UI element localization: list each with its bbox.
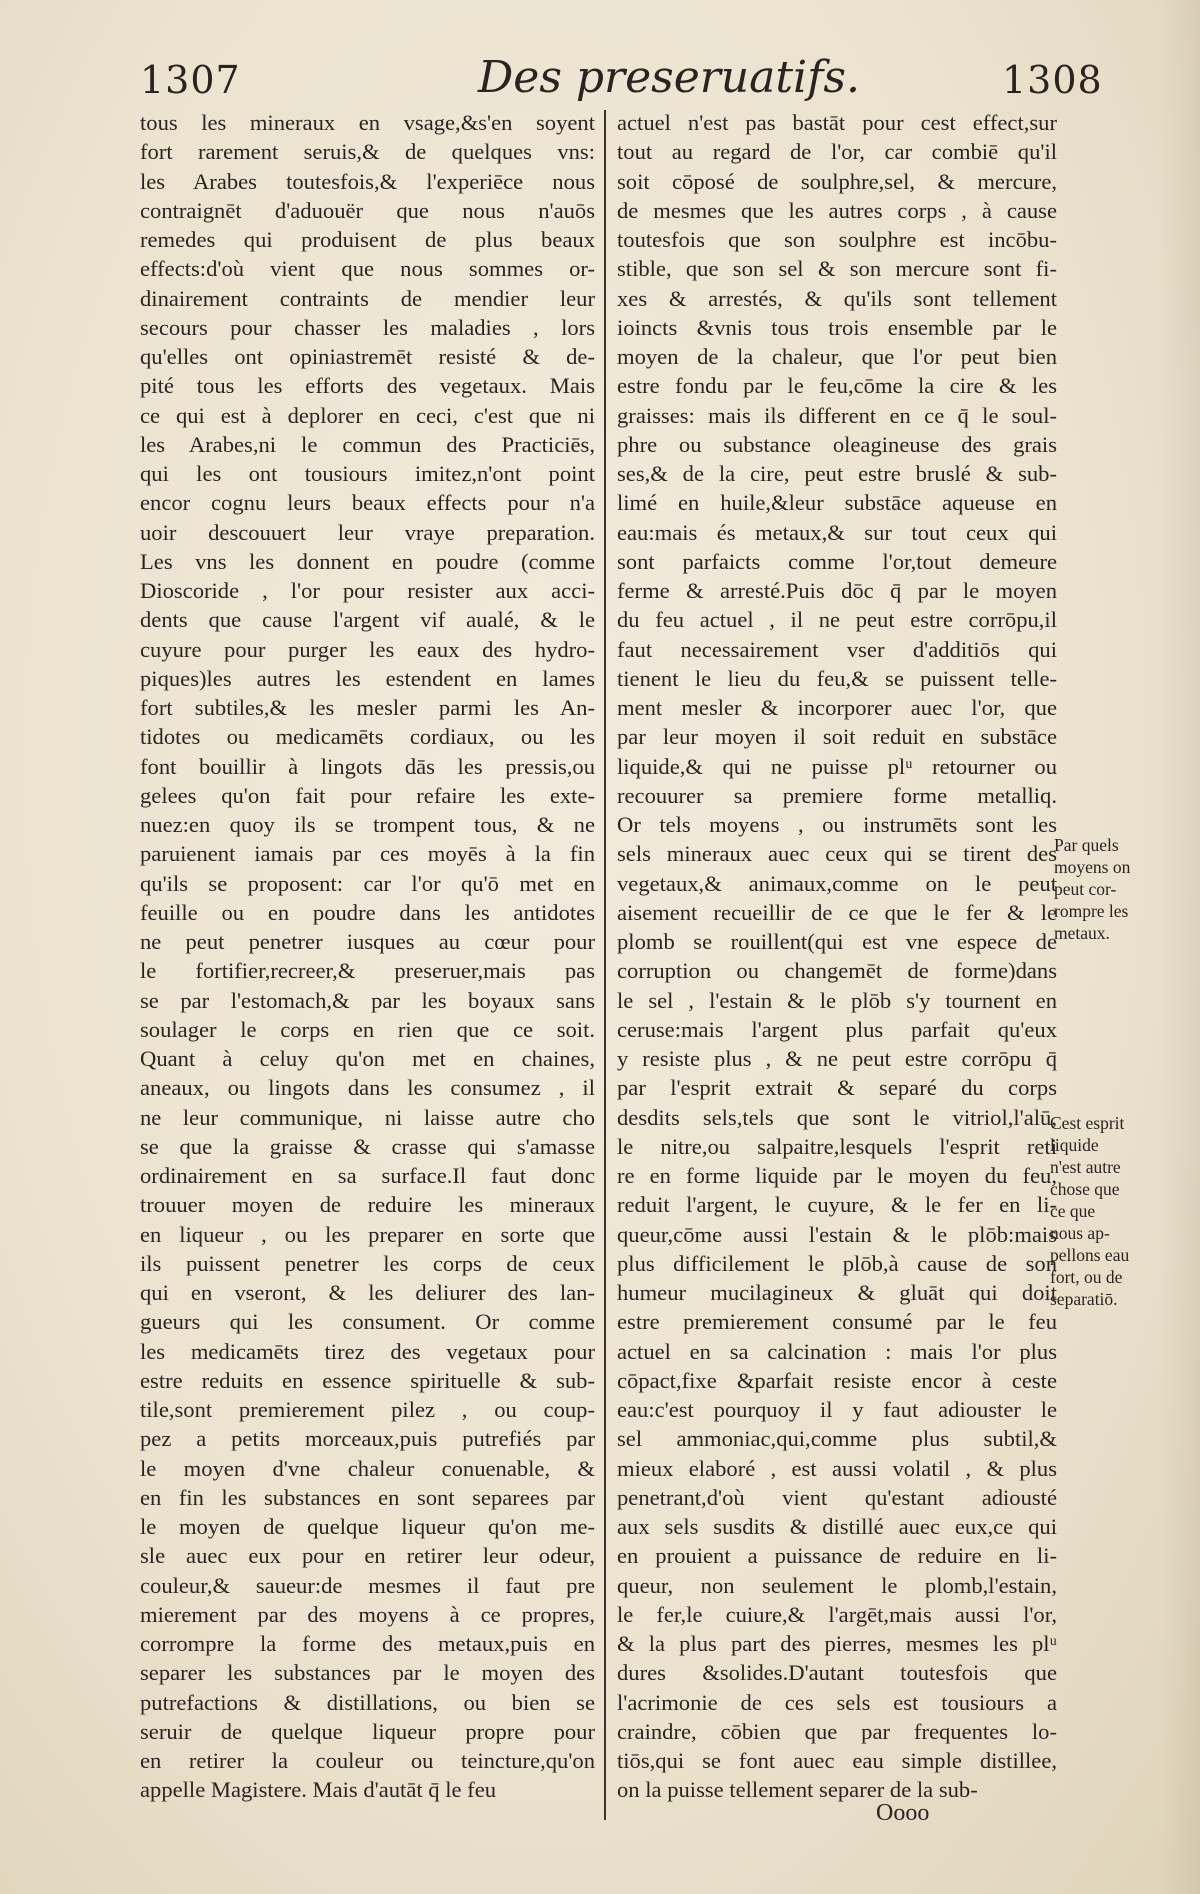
- margin-note-line: n'est autre: [1050, 1157, 1121, 1177]
- text-line: remedes qui produisent de plus beaux: [140, 227, 595, 252]
- text-line: liquide,& qui ne puisse plᵘ retourner ou: [617, 753, 1057, 779]
- text-line: tout au regard de l'or, car combiē qu'il: [617, 139, 1057, 165]
- margin-note-line: Par quels: [1054, 835, 1119, 855]
- text-line: en retirer la couleur ou teincture,qu'on: [140, 1748, 595, 1773]
- text-line: pez a petits morceaux,puis putrefiés par: [140, 1426, 595, 1452]
- text-line: eau:c'est pourquoy il y faut adiouster le: [617, 1397, 1057, 1422]
- text-line: qu'elles ont opiniastremēt resisté & de-: [140, 344, 595, 369]
- text-line: & la plus part des pierres, mesmes les plᵘ: [617, 1631, 1057, 1656]
- text-line: les Arabes toutesfois,& l'experiēce nous: [140, 168, 595, 194]
- text-line: ordinairement en sa surface.Il faut donc: [140, 1163, 595, 1188]
- text-line: piques)les autres les estendent en lames: [140, 665, 595, 691]
- text-line: sels mineraux auec ceux qui se tirent des: [617, 841, 1057, 867]
- text-line: aux sels susdits & distillé auec eux,ce qui: [617, 1514, 1057, 1539]
- text-line: font bouillir à lingots dās les pressis,ou: [140, 753, 595, 779]
- text-line: penetrant,d'où vient qu'estant adiousté: [617, 1484, 1057, 1510]
- text-line: uoir descouuert leur vraye preparation.: [140, 519, 595, 545]
- text-line: re en forme liquide par le moyen du feu,: [617, 1163, 1057, 1188]
- text-line: ferme & arresté.Puis dōc q̄ par le moyen: [617, 578, 1057, 603]
- text-line: ne leur communique, ni laisse autre cho: [140, 1104, 595, 1130]
- text-line: aneaux, ou lingots dans les consumez , il: [140, 1075, 595, 1101]
- text-line: toutesfois que son soulphre est incōbu-: [617, 227, 1057, 252]
- text-line: dures &solides.D'autant toutesfois que: [617, 1660, 1057, 1686]
- text-line: le nitre,ou salpaitre,lesquels l'esprit reti: [617, 1133, 1057, 1159]
- text-line: sle auec eux pour en retirer leur odeur,: [140, 1543, 595, 1569]
- text-line: en prouient a puissance de reduire en li-: [617, 1543, 1057, 1569]
- text-line: ne peut penetrer iusques au cœur pour: [140, 929, 595, 954]
- text-line: feuille ou en poudre dans les antidotes: [140, 899, 595, 925]
- text-line: ils puissent penetrer les corps de ceux: [140, 1250, 595, 1276]
- text-line: aisement recueillir de ce que le fer & le: [617, 899, 1057, 925]
- text-line: soit cōposé de soulphre,sel, & mercure,: [617, 168, 1057, 194]
- text-line: stible, que son sel & son mercure sont fi-: [617, 256, 1057, 282]
- text-line: qui en vseront, & les deliurer des lan-: [140, 1280, 595, 1305]
- text-line: gelees qu'on fait pour refaire les exte-: [140, 782, 595, 808]
- text-line: faut necessairement vser d'additiōs qui: [617, 636, 1057, 662]
- text-line: mierement par des moyens à ce propres,: [140, 1601, 595, 1627]
- left-text-column: [140, 108, 595, 1805]
- text-line: dents que cause l'argent vif aualé, & le: [140, 607, 595, 633]
- text-line: tidotes ou medicamēts cordiaux, ou les: [140, 724, 595, 750]
- page-number-left: 1307: [140, 58, 241, 102]
- text-line: ceruse:mais l'argent plus parfait qu'eux: [617, 1016, 1057, 1042]
- text-line: ses,& de la cire, peut estre bruslé & sub-: [617, 461, 1057, 486]
- text-line: eau:mais és metaux,& sur tout ceux qui: [617, 519, 1057, 545]
- text-line: soulager le corps en rien que ce soit.: [140, 1016, 595, 1042]
- text-line: le moyen d'vne chaleur conuenable, &: [140, 1455, 595, 1481]
- text-line: dinairement contraints de mendier leur: [140, 285, 595, 311]
- text-line: plomb se rouillent(qui est vne espece de: [617, 929, 1057, 954]
- text-line: sel ammoniac,qui,comme plus subtil,&: [617, 1426, 1057, 1452]
- margin-note-line: liquide: [1050, 1135, 1099, 1155]
- text-line: seruir de quelque liqueur propre pour: [140, 1718, 595, 1744]
- text-line: cuyure pour purger les eaux des hydro-: [140, 636, 595, 662]
- text-line: nuez:en quoy ils se trompent tous, & ne: [140, 812, 595, 837]
- margin-note-metaux: [1054, 834, 1174, 944]
- text-line: se par l'estomach,& par les boyaux sans: [140, 987, 595, 1013]
- column-divider: [604, 110, 606, 1820]
- text-line: couleur,& saueur:de mesmes il faut pre: [140, 1572, 595, 1598]
- running-title: Des preseruatifs.: [478, 52, 860, 103]
- text-line: estre reduits en essence spirituelle & sub-: [140, 1367, 595, 1393]
- text-line: graisses: mais ils different en ce q̄ le soul-: [617, 402, 1057, 428]
- margin-note-line: Cest esprit: [1050, 1113, 1125, 1133]
- text-line: paruienent iamais par ces moyēs à la fin: [140, 841, 595, 867]
- text-line: xes & arrestés, & qu'ils sont tellement: [617, 285, 1057, 311]
- margin-note-line: metaux.: [1054, 923, 1110, 943]
- text-line: actuel n'est pas bastāt pour cest effect,sur: [617, 110, 1057, 135]
- text-line: pité tous les efforts des vegetaux. Mais: [140, 373, 595, 399]
- text-line: qu'ils se proposent: car l'or qu'ō met en: [140, 870, 595, 896]
- margin-note-line: chose que: [1050, 1179, 1120, 1199]
- text-line: actuel en sa calcination : mais l'or plus: [617, 1338, 1057, 1364]
- text-line: de mesmes que les autres corps , à cause: [617, 197, 1057, 223]
- margin-note-line: pellons eau: [1050, 1245, 1130, 1265]
- margin-note-line: peut cor-: [1054, 879, 1117, 899]
- text-line: contraignēt d'aduouër que nous n'auōs: [140, 197, 595, 223]
- text-line: par l'esprit extrait & separé du corps: [617, 1075, 1057, 1101]
- text-line: humeur mucilagineux & gluāt qui doit: [617, 1280, 1057, 1305]
- text-line: cōpact,fixe &parfait resiste encor à ceste: [617, 1367, 1057, 1393]
- margin-note-line: rompre les: [1054, 901, 1129, 921]
- text-line: ce qui est à deplorer en ceci, c'est que ni: [140, 402, 595, 428]
- text-line: le moyen de quelque liqueur qu'on me-: [140, 1514, 595, 1539]
- text-line: les Arabes,ni le commun des Practiciēs,: [140, 431, 595, 457]
- text-line: putrefactions & distillations, ou bien se: [140, 1689, 595, 1715]
- text-line: effects:d'où vient que nous sommes or-: [140, 256, 595, 282]
- text-line: fort rarement seruis,& de quelques vns:: [140, 139, 595, 165]
- text-line: on la puisse tellement separer de la sub-: [617, 1777, 978, 1803]
- text-line: queur,cōme aussi l'estain & le plōb:mais: [617, 1221, 1057, 1247]
- margin-note-line: ce que: [1050, 1201, 1096, 1221]
- text-line: le fer,le cuiure,& l'argēt,mais aussi l'or,: [617, 1601, 1057, 1627]
- signature-mark: Oooo: [876, 1800, 930, 1826]
- text-line: moyen de la chaleur, que l'or peut bien: [617, 344, 1057, 369]
- text-line: queur, non seulement le plomb,l'estain,: [617, 1572, 1057, 1598]
- text-line: phre ou substance oleagineuse des grais: [617, 431, 1057, 457]
- text-line: fort subtiles,& les mesler parmi les An-: [140, 695, 595, 720]
- page-header: [0, 52, 1200, 112]
- text-line: du feu actuel , il ne peut estre corrōpu,il: [617, 607, 1057, 633]
- text-line: les medicamēts tirez des vegetaux pour: [140, 1338, 595, 1364]
- page-edge-shading: [1160, 0, 1200, 1894]
- text-line: l'acrimonie de ces sels est tousiours a: [617, 1689, 1057, 1715]
- text-line: secours pour chasser les maladies , lors: [140, 314, 595, 340]
- text-line: qui les ont tousiours imitez,n'ont point: [140, 461, 595, 486]
- text-line: mieux elaboré , est aussi volatil , & plus: [617, 1455, 1057, 1481]
- text-line: Dioscoride , l'or pour resister aux acci-: [140, 578, 595, 603]
- text-line: recouurer sa premiere forme metalliq.: [617, 782, 1057, 808]
- margin-note-line: moyens on: [1054, 857, 1131, 877]
- text-line: ment mesler & incorporer auec l'or, que: [617, 695, 1057, 720]
- text-line: tiōs,qui se font auec eau simple distillee,: [617, 1748, 1057, 1773]
- right-text-column: [617, 108, 1057, 1805]
- margin-note-esprit: [1050, 1112, 1170, 1310]
- text-line: vegetaux,& animaux,comme on le peut: [617, 870, 1057, 896]
- text-line: ioincts &vnis tous trois ensemble par le: [617, 314, 1057, 340]
- text-line: Les vns les donnent en poudre (comme: [140, 548, 595, 574]
- text-line: sont parfaicts comme l'or,tout demeure: [617, 548, 1057, 574]
- text-line: tous les mineraux en vsage,&s'en soyent: [140, 110, 595, 135]
- text-line: tile,sont premierement pilez , ou coup-: [140, 1397, 595, 1422]
- text-line: estre fondu par le feu,cōme la cire & les: [617, 373, 1057, 399]
- text-line: desdits sels,tels que sont le vitriol,l'alū,: [617, 1104, 1057, 1130]
- text-line: corrompre la forme des metaux,puis en: [140, 1631, 595, 1656]
- text-line: tienent le lieu du feu,& se puissent telle-: [617, 665, 1057, 691]
- text-line: par leur moyen il soit reduit en substāce: [617, 724, 1057, 750]
- text-line: le fortifier,recreer,& preseruer,mais pas: [140, 958, 595, 984]
- text-line: Or tels moyens , ou instrumēts sont les: [617, 812, 1057, 837]
- text-line: y resiste plus , & ne peut estre corrōpu q̄: [617, 1046, 1057, 1071]
- text-line: en liqueur , ou les preparer en sorte que: [140, 1221, 595, 1247]
- text-line: corruption ou changemēt de forme)dans: [617, 958, 1057, 984]
- text-line: appelle Magistere. Mais d'autāt q̄ le feu: [140, 1777, 497, 1803]
- text-line: craindre, cōbien que par frequentes lo-: [617, 1718, 1057, 1744]
- text-line: le sel , l'estain & le plōb s'y tournent en: [617, 987, 1057, 1013]
- text-line: se que la graisse & crasse qui s'amasse: [140, 1133, 595, 1159]
- text-line: separer les substances par le moyen des: [140, 1660, 595, 1686]
- text-line: estre premierement consumé par le feu: [617, 1309, 1057, 1335]
- text-line: encor cognu leurs beaux effects pour n'a: [140, 490, 595, 516]
- text-line: plus difficilement le plōb,à cause de son: [617, 1250, 1057, 1276]
- margin-note-line: fort, ou de: [1050, 1267, 1123, 1287]
- page-number-right: 1308: [1002, 58, 1103, 102]
- text-line: trouuer moyen de reduire les mineraux: [140, 1192, 595, 1218]
- text-line: en fin les substances en sont separees par: [140, 1484, 595, 1510]
- text-line: reduit l'argent, le cuyure, & le fer en li-: [617, 1192, 1057, 1218]
- margin-note-line: nous ap-: [1050, 1223, 1110, 1243]
- text-line: limé en huile,&leur substāce aqueuse en: [617, 490, 1057, 516]
- text-line: Quant à celuy qu'on met en chaines,: [140, 1046, 595, 1071]
- text-line: gueurs qui les consument. Or comme: [140, 1309, 595, 1335]
- margin-note-line: separatiō.: [1050, 1289, 1118, 1309]
